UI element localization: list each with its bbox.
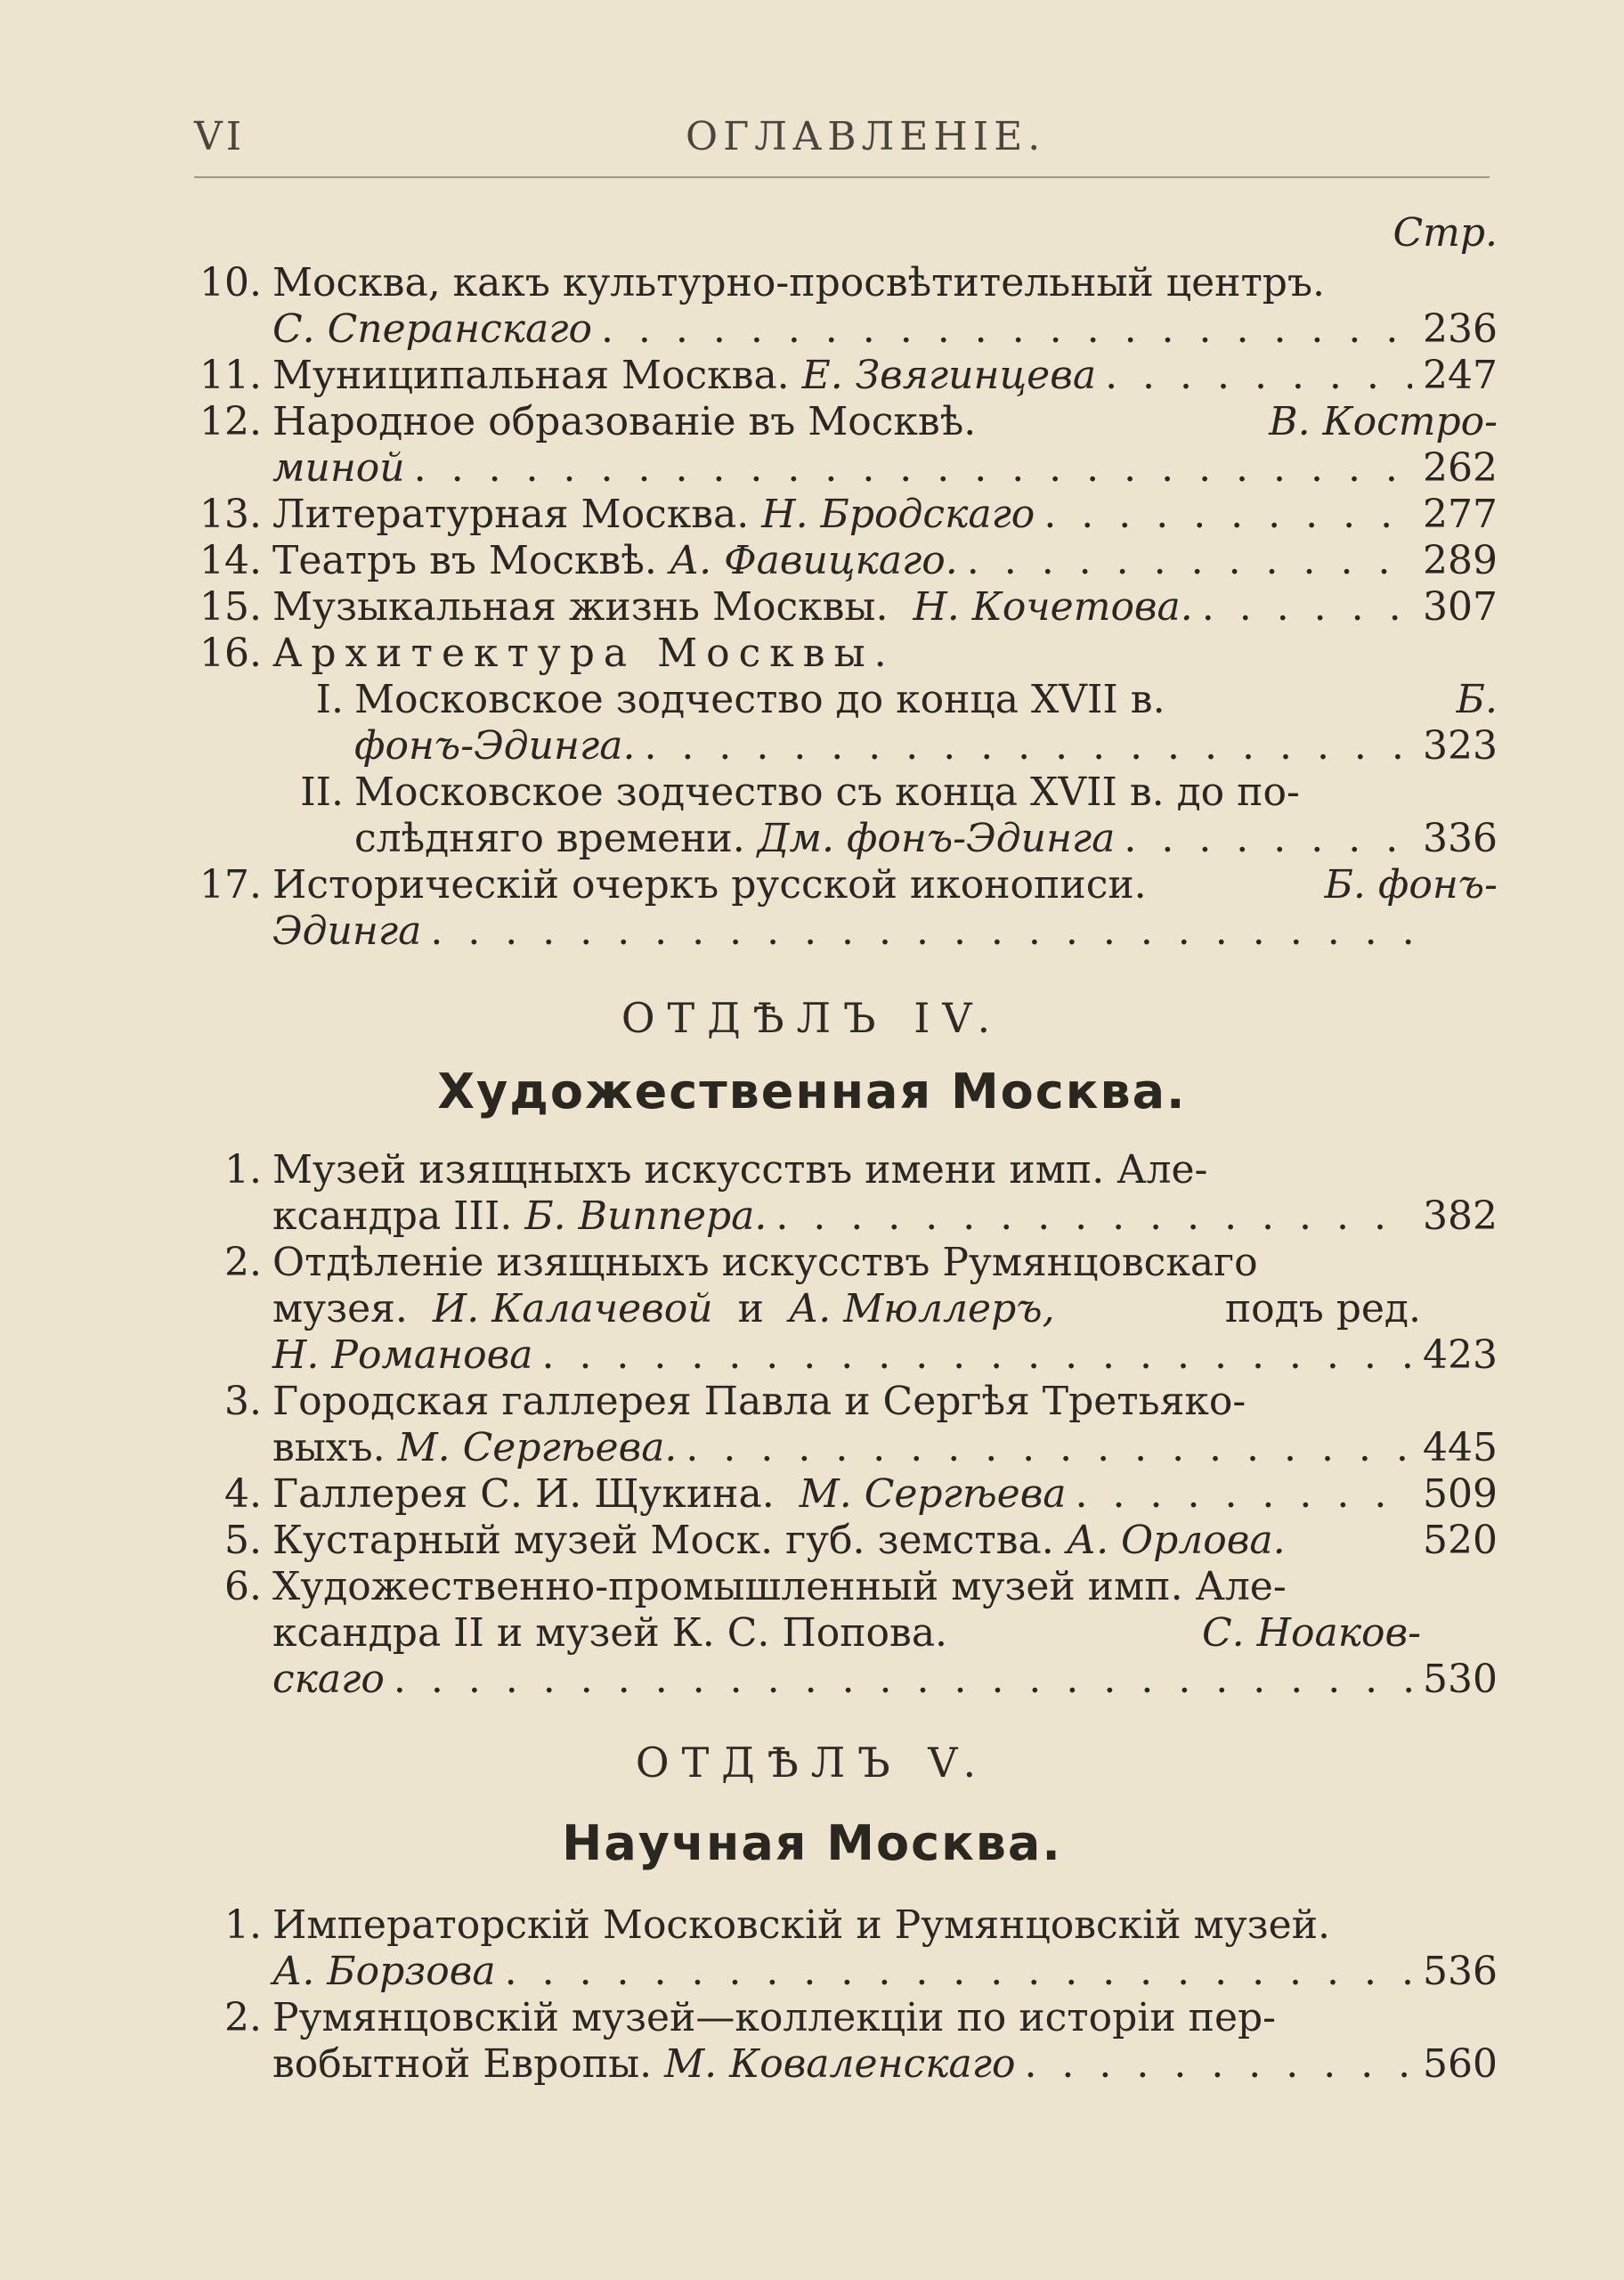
toc-entry xyxy=(194,862,1498,955)
toc-entry xyxy=(194,584,1498,631)
entry-title: Москва, какъ культурно-просвѣтительный центръ. xyxy=(272,260,1325,305)
entry-title-cont: выхъ. xyxy=(272,1425,386,1470)
leader-dots xyxy=(505,1949,1412,1995)
entry-title: Музей изящныхъ искусствъ имени имп. Але- xyxy=(272,1147,1208,1193)
entry-title: Городская галлерея Павла и Сергѣя Третьяко- xyxy=(272,1379,1246,1424)
leader-dots xyxy=(394,1657,1412,1703)
entry-number: 10. xyxy=(199,260,262,305)
entry-author-cont: миной xyxy=(272,445,405,491)
entry-author: Дм. фонъ-Эдинга xyxy=(757,816,1116,861)
entry-title-cont: ксандра III. xyxy=(272,1193,513,1239)
entry-title: Народное образованіе въ Москвѣ. xyxy=(272,399,977,444)
toc-entry xyxy=(194,1471,1498,1518)
entry-author: Н. Кочетова. xyxy=(913,584,1193,630)
section-label: ОТДѢЛЪ IV. xyxy=(621,994,1003,1042)
toc-entry xyxy=(194,1564,1498,1703)
section-label: ОТДѢЛЪ V. xyxy=(635,1738,989,1787)
entry-title: Музыкальная жизнь Москвы. xyxy=(272,584,889,630)
entry-number: 4. xyxy=(224,1471,262,1517)
entry-number: 17. xyxy=(199,862,262,908)
entry-conjunction: и xyxy=(737,1286,764,1331)
entry-author: Н. Бродскаго xyxy=(761,492,1035,537)
entry-page: 236 xyxy=(1423,306,1498,352)
entry-title-cont: музея. xyxy=(272,1286,408,1331)
entry-title: Московское зодчество до конца XVII в. xyxy=(354,677,1165,722)
entry-title: Отдѣленіе изящныхъ искусствъ Румянцовскаго xyxy=(272,1240,1258,1285)
entry-author: А. Борзова xyxy=(272,1949,496,1994)
entry-number: 11. xyxy=(199,353,262,398)
entry-title: Литературная Москва. xyxy=(272,492,750,537)
entry-title: Театръ въ Москвѣ. xyxy=(272,538,657,583)
entry-number: 13. xyxy=(199,492,262,537)
entry-number: 1. xyxy=(224,1147,262,1193)
toc-entry xyxy=(194,353,1498,399)
entry-title: Московское зодчество съ конца XVII в. до по- xyxy=(354,770,1300,815)
leader-dots xyxy=(1202,584,1412,631)
entry-author: Б. Виппера. xyxy=(524,1193,767,1239)
entry-page: 560 xyxy=(1423,2041,1498,2087)
entry-title: Архитектура Москвы. xyxy=(272,631,896,676)
entry-author: А. Фавицкаго. xyxy=(669,538,958,583)
entry-author: М. Сергѣева. xyxy=(397,1425,678,1470)
entry-number: 2. xyxy=(224,1995,262,2040)
entry-number: 1. xyxy=(224,1902,262,1948)
leader-dots xyxy=(644,723,1412,770)
entry-number: 15. xyxy=(199,584,262,630)
entry-author-cont: фонъ-Эдинга. xyxy=(354,723,636,769)
entry-author: Б. фонъ- xyxy=(1324,862,1498,908)
leader-dots xyxy=(1124,816,1412,862)
entry-page: 520 xyxy=(1423,1518,1498,1563)
header-rule xyxy=(194,176,1490,178)
toc-entry xyxy=(194,1518,1498,1564)
entry-page: 336 xyxy=(1423,816,1498,861)
entry-author: А. Орлова. xyxy=(1066,1518,1286,1563)
entry-number: II. xyxy=(300,770,344,815)
entry-title: Галлерея С. И. Щукина. xyxy=(272,1471,775,1517)
entry-title: Художественно-промышленный музей имп. Але- xyxy=(272,1564,1287,1609)
entry-page: 509 xyxy=(1423,1471,1498,1517)
section-title: Научная Москва. xyxy=(562,1815,1062,1871)
toc-entry xyxy=(194,1240,1498,1379)
page-column-label: Стр. xyxy=(1393,210,1498,256)
entry-page: 247 xyxy=(1423,353,1498,398)
leader-dots xyxy=(1076,1471,1412,1518)
leader-dots xyxy=(686,1425,1412,1471)
toc-block-1 xyxy=(194,260,1498,955)
entry-author-cont: скаго xyxy=(272,1657,385,1702)
page-numeral: VI xyxy=(194,114,246,159)
entry-title: Кустарный музей Моск. губ. земства. xyxy=(272,1518,1054,1563)
entry-author: С. Сперанскаго xyxy=(272,306,592,352)
entry-author: В. Костро- xyxy=(1269,399,1498,444)
toc-subentry xyxy=(194,677,1498,770)
entry-page: 277 xyxy=(1423,492,1498,537)
leader-dots xyxy=(1105,353,1412,399)
entry-author: А. Мюллеръ, xyxy=(788,1286,1055,1331)
entry-page: 289 xyxy=(1423,538,1498,583)
entry-author: Б. xyxy=(1456,677,1498,722)
page-header-title: ОГЛАВЛЕНІЕ. xyxy=(686,114,1046,159)
entry-title-cont: вобытной Европы. xyxy=(272,2041,653,2087)
leader-dots xyxy=(967,538,1412,584)
entry-number: I. xyxy=(315,677,344,722)
leader-dots xyxy=(430,908,1412,955)
entry-author: Е. Звягинцева xyxy=(801,353,1097,398)
entry-page: 262 xyxy=(1423,445,1498,491)
toc-entry xyxy=(194,260,1498,353)
leader-dots xyxy=(1043,492,1412,538)
entry-author: Н. Романова xyxy=(272,1332,533,1378)
entry-number: 14. xyxy=(199,538,262,583)
entry-page: 307 xyxy=(1423,584,1498,630)
entry-author-cont: Эдинга xyxy=(272,908,422,954)
entry-author: М. Сергѣева xyxy=(799,1471,1067,1517)
entry-page: 536 xyxy=(1423,1949,1498,1994)
section-title: Художественная Москва. xyxy=(437,1063,1187,1120)
toc-entry xyxy=(194,1147,1498,1240)
leader-dots xyxy=(1024,2041,1412,2088)
entry-title: Императорскій Московскій и Румянцовскій музей. xyxy=(272,1902,1331,1948)
entry-title: Муниципальная Москва. xyxy=(272,353,790,398)
entry-number: 5. xyxy=(224,1518,262,1563)
toc-entry xyxy=(194,492,1498,538)
leader-dots xyxy=(775,1193,1412,1240)
entry-author: М. Коваленскаго xyxy=(664,2041,1016,2087)
entry-editor-note: подъ ред. xyxy=(1224,1286,1421,1331)
entry-title: Румянцовскій музей—коллекціи по исторіи пер- xyxy=(272,1995,1277,2040)
toc-entry xyxy=(194,1995,1498,2088)
entry-page: 445 xyxy=(1423,1425,1498,1470)
entry-number: 12. xyxy=(199,399,262,444)
leader-dots xyxy=(414,445,1412,492)
leader-dots xyxy=(541,1332,1412,1379)
entry-title: Историческій очеркъ русской иконописи. xyxy=(272,862,1147,908)
toc-entry xyxy=(194,538,1498,584)
entry-number: 3. xyxy=(224,1379,262,1424)
entry-number: 16. xyxy=(199,631,262,676)
toc-subentry xyxy=(194,770,1498,862)
entry-page: 382 xyxy=(1423,1193,1498,1239)
entry-page: 423 xyxy=(1423,1332,1498,1378)
toc-block-section4 xyxy=(194,1147,1498,1703)
entry-title-cont: ксандра II и музей К. С. Попова. xyxy=(272,1610,948,1656)
entry-title-cont: слѣдняго времени. xyxy=(354,816,745,861)
leader-dots xyxy=(601,306,1412,353)
entry-number: 6. xyxy=(224,1564,262,1609)
toc-entry xyxy=(194,399,1498,492)
toc-entry xyxy=(194,1902,1498,1995)
entry-author: С. Ноаков- xyxy=(1202,1610,1421,1656)
entry-page: 323 xyxy=(1423,723,1498,769)
entry-author: И. Калачевой xyxy=(432,1286,713,1331)
toc-entry xyxy=(194,631,1498,677)
toc-block-section5 xyxy=(194,1902,1498,2088)
entry-page: 530 xyxy=(1423,1657,1498,1702)
toc-entry xyxy=(194,1379,1498,1471)
entry-number: 2. xyxy=(224,1240,262,1285)
